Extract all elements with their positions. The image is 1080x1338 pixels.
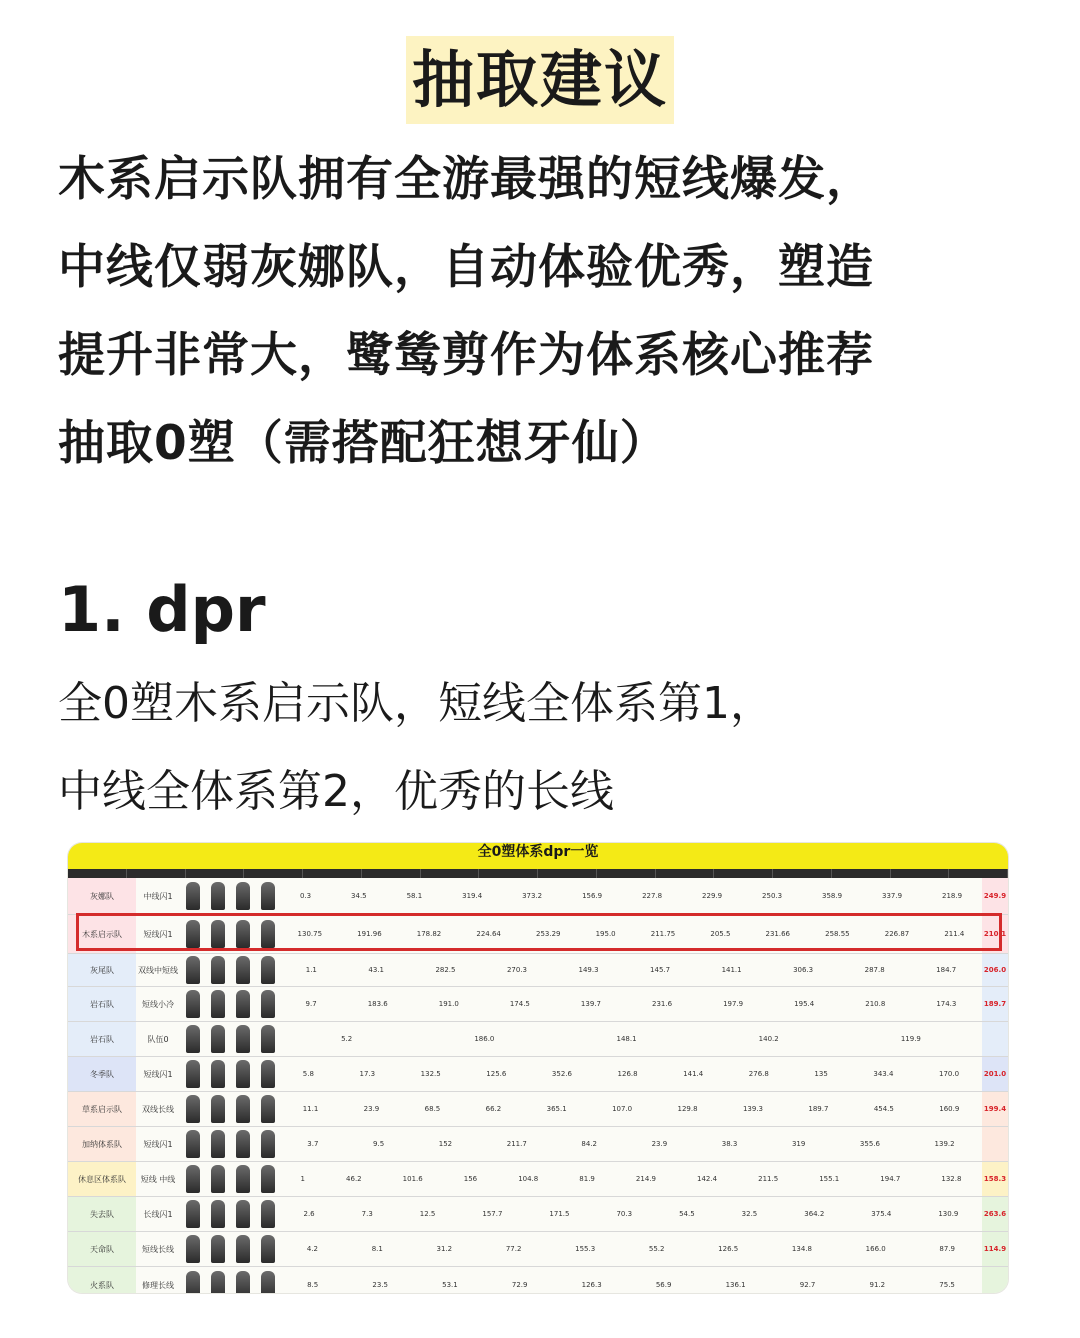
dpr-value: 194.7 [880, 1175, 901, 1183]
dpr-values [280, 1197, 982, 1231]
character-figure [211, 1165, 225, 1193]
dpr-value: 104.8 [518, 1175, 539, 1183]
team-position: 短线闪1 [143, 929, 173, 939]
team-position: 长线闪1 [143, 1209, 173, 1219]
team-position: 双线中短线 [138, 965, 178, 975]
dpr-value: 107.0 [612, 1105, 633, 1113]
character-figure [261, 1165, 275, 1193]
dpr-value: 132.5 [420, 1070, 441, 1078]
character-figure [236, 1095, 250, 1123]
character-portraits [180, 954, 280, 986]
dpr-value: 55.2 [648, 1245, 665, 1253]
character-figure [211, 1235, 225, 1263]
intro-paragraph [58, 136, 1048, 488]
table-row [68, 987, 1008, 1022]
character-figure [236, 1060, 250, 1088]
dpr-value: 148.1 [616, 1035, 637, 1043]
dpr-table-image [68, 843, 1008, 1293]
dpr-value: 3.7 [307, 1140, 319, 1148]
dpr-value: 157.7 [482, 1210, 503, 1218]
total-value: 189.7 [982, 987, 1008, 1021]
dpr-value: 227.8 [642, 892, 663, 900]
character-portraits [180, 1057, 280, 1091]
dpr-value: 306.3 [793, 966, 814, 974]
team-name: 休息区体系队 [68, 1162, 136, 1196]
dpr-value: 125.6 [486, 1070, 507, 1078]
dpr-value: 9.5 [373, 1140, 385, 1148]
dpr-value: 276.8 [748, 1070, 769, 1078]
dpr-value: 186.0 [474, 1035, 495, 1043]
dpr-value: 218.9 [941, 892, 963, 900]
character-figure [211, 1095, 225, 1123]
team-position: 双线长线 [142, 1104, 174, 1114]
dpr-value: 145.7 [650, 966, 671, 974]
character-portraits [180, 1127, 280, 1161]
character-figure [236, 990, 250, 1018]
team-position: 短线长线 [142, 1244, 174, 1254]
dpr-value: 139.3 [742, 1105, 763, 1113]
team-position: 短线 中线 [140, 1174, 176, 1184]
page-title: 抽取建议 [406, 36, 674, 124]
team-position: 短线闪1 [143, 1139, 173, 1149]
dpr-value: 355.6 [859, 1140, 880, 1148]
total-value: 114.9 [982, 1232, 1008, 1266]
character-portraits [180, 1022, 280, 1056]
dpr-value: 454.5 [873, 1105, 894, 1113]
dpr-value: 77.2 [505, 1245, 522, 1253]
dpr-value: 5.8 [302, 1070, 314, 1078]
dpr-value: 205.5 [710, 930, 731, 938]
dpr-value: 2.6 [303, 1210, 315, 1218]
character-figure [261, 990, 275, 1018]
dpr-value: 287.8 [864, 966, 885, 974]
character-figure [186, 1130, 200, 1158]
dpr-value: 337.9 [882, 892, 903, 900]
dpr-value: 7.3 [361, 1210, 373, 1218]
total-value: 158.3 [982, 1162, 1008, 1196]
team-name: 岩石队 [68, 1022, 136, 1056]
dpr-value: 156 [463, 1175, 478, 1183]
intro-line: 提升非常大，鹭鸶剪作为体系核心推荐 [58, 328, 874, 383]
dpr-values [280, 987, 982, 1021]
dpr-values [280, 1092, 982, 1126]
dpr-value: 58.1 [406, 892, 423, 900]
character-figure [186, 1025, 200, 1053]
dpr-value: 197.9 [723, 1000, 744, 1008]
character-figure [186, 1200, 200, 1228]
dpr-value: 142.4 [697, 1175, 718, 1183]
dpr-value: 134.8 [791, 1245, 812, 1253]
dpr-value: 224.64 [476, 930, 501, 938]
dpr-value: 155.1 [819, 1175, 840, 1183]
table-row [68, 1232, 1008, 1267]
team-position: 短线小冷 [142, 999, 174, 1009]
character-figure [261, 1025, 275, 1053]
section-line: 中线全体系第2，优秀的长线 [58, 766, 614, 817]
dpr-values [280, 1232, 982, 1266]
character-portraits [180, 1197, 280, 1231]
character-figure [236, 956, 250, 984]
dpr-values [280, 954, 982, 986]
section-title: 1. dpr [58, 573, 266, 646]
dpr-value: 365.1 [546, 1105, 567, 1113]
section-text [58, 660, 774, 836]
team-name: 失去队 [68, 1197, 136, 1231]
dpr-value: 126.5 [718, 1245, 739, 1253]
dpr-value: 139.2 [934, 1140, 955, 1148]
character-figure [261, 1271, 275, 1293]
dpr-value: 12.5 [419, 1210, 436, 1218]
character-figure [186, 956, 200, 984]
character-figure [211, 990, 225, 1018]
dpr-value: 171.5 [549, 1210, 570, 1218]
character-portraits [180, 1092, 280, 1126]
character-figure [186, 990, 200, 1018]
dpr-value: 195.4 [794, 1000, 815, 1008]
team-name: 加纳体系队 [68, 1127, 136, 1161]
dpr-value: 211.75 [650, 930, 676, 938]
dpr-value: 373.2 [522, 892, 543, 900]
total-value: 201.0 [982, 1057, 1008, 1091]
team-position: 队伍0 [147, 1034, 169, 1044]
dpr-value: 34.5 [351, 892, 367, 900]
character-figure [186, 1235, 200, 1263]
table-row [68, 1092, 1008, 1127]
dpr-values [280, 1127, 982, 1161]
dpr-value: 8.1 [371, 1245, 383, 1253]
dpr-value: 101.6 [402, 1175, 423, 1183]
dpr-value: 17.3 [359, 1070, 376, 1078]
total-value: 263.6 [982, 1197, 1008, 1231]
dpr-value: 191.0 [438, 1000, 459, 1008]
dpr-value: 226.87 [884, 930, 910, 938]
dpr-value: 170.0 [939, 1070, 960, 1078]
dpr-values [280, 1022, 982, 1056]
character-portraits [180, 878, 280, 914]
dpr-value: 23.9 [651, 1140, 668, 1148]
character-figure [186, 1060, 200, 1088]
team-name: 火系队 [68, 1267, 136, 1293]
character-figure [236, 1200, 250, 1228]
dpr-value: 174.5 [509, 1000, 530, 1008]
character-figure [261, 882, 275, 910]
dpr-value: 364.2 [804, 1210, 825, 1218]
dpr-value: 54.5 [679, 1210, 695, 1218]
dpr-value: 132.8 [941, 1175, 962, 1183]
dpr-value: 375.4 [871, 1210, 892, 1218]
team-position: 修理长线 [142, 1280, 174, 1290]
dpr-value: 0.3 [299, 892, 312, 900]
dpr-values [280, 1162, 982, 1196]
dpr-value: 68.5 [424, 1105, 441, 1113]
dpr-value: 4.2 [306, 1245, 318, 1253]
dpr-value: 319 [791, 1140, 806, 1148]
total-value [982, 1127, 1008, 1161]
dpr-value: 70.3 [616, 1210, 633, 1218]
character-figure [236, 1165, 250, 1193]
table-row [68, 954, 1008, 987]
character-figure [211, 882, 225, 910]
dpr-value: 343.4 [873, 1070, 894, 1078]
dpr-value: 155.3 [575, 1245, 596, 1253]
character-figure [186, 1271, 200, 1293]
character-figure [186, 1165, 200, 1193]
dpr-value: 23.5 [372, 1281, 388, 1289]
dpr-value: 136.1 [725, 1281, 746, 1289]
table-row [68, 1057, 1008, 1092]
table-column-header [68, 869, 1008, 878]
dpr-value: 178.82 [416, 930, 442, 938]
dpr-value: 214.9 [635, 1175, 656, 1183]
dpr-value: 149.3 [578, 966, 599, 974]
team-name: 岩石队 [68, 987, 136, 1021]
total-value [982, 1267, 1008, 1293]
dpr-values [280, 1267, 982, 1293]
dpr-value: 189.7 [808, 1105, 829, 1113]
dpr-value: 358.9 [822, 892, 843, 900]
dpr-value: 174.3 [936, 1000, 957, 1008]
character-figure [186, 1095, 200, 1123]
character-figure [261, 1235, 275, 1263]
character-figure [261, 1060, 275, 1088]
character-figure [211, 1060, 225, 1088]
table-row [68, 1022, 1008, 1057]
dpr-value: 166.0 [865, 1245, 886, 1253]
table-title-text: 全0塑体系dpr一览 [477, 844, 599, 860]
character-portraits [180, 987, 280, 1021]
dpr-value: 46.2 [346, 1175, 362, 1183]
dpr-value: 130.9 [938, 1210, 959, 1218]
character-figure [186, 882, 200, 910]
dpr-value: 210.8 [865, 1000, 886, 1008]
dpr-values [280, 878, 982, 914]
table-row [68, 878, 1008, 915]
dpr-value: 282.5 [435, 966, 456, 974]
dpr-value: 11.1 [302, 1105, 319, 1113]
dpr-value: 126.3 [581, 1281, 602, 1289]
character-figure [261, 1130, 275, 1158]
dpr-value: 9.7 [305, 1000, 317, 1008]
dpr-value: 229.9 [702, 892, 723, 900]
dpr-value: 72.9 [511, 1281, 528, 1289]
total-value [982, 1022, 1008, 1056]
character-figure [236, 1025, 250, 1053]
dpr-value: 53.1 [442, 1281, 458, 1289]
dpr-value: 184.7 [936, 966, 957, 974]
dpr-value: 8.5 [307, 1281, 319, 1289]
character-portraits [180, 1267, 280, 1293]
intro-line: 中线仅弱灰娜队，自动体验优秀，塑造 [58, 240, 874, 295]
dpr-value: 141.1 [721, 966, 742, 974]
dpr-value: 31.2 [436, 1245, 453, 1253]
dpr-value: 87.9 [939, 1245, 956, 1253]
section-line: 全0塑木系启示队，短线全体系第1， [58, 678, 774, 729]
character-figure [261, 1200, 275, 1228]
dpr-value: 66.2 [485, 1105, 502, 1113]
total-value: 249.9 [982, 878, 1008, 914]
dpr-value: 211.5 [758, 1175, 779, 1183]
dpr-value: 92.7 [799, 1281, 816, 1289]
intro-line: 木系启示队拥有全游最强的短线爆发， [58, 152, 874, 207]
total-value: 210.1 [982, 915, 1008, 953]
table-row [68, 1197, 1008, 1232]
character-figure [211, 1200, 225, 1228]
dpr-value: 231.66 [765, 930, 791, 938]
character-figure [211, 1025, 225, 1053]
character-figure [261, 956, 275, 984]
dpr-value: 32.5 [741, 1210, 758, 1218]
dpr-value: 5.2 [341, 1035, 353, 1043]
dpr-value: 81.9 [579, 1175, 595, 1183]
character-figure [236, 1235, 250, 1263]
table-row [68, 1162, 1008, 1197]
dpr-value: 211.7 [506, 1140, 527, 1148]
highlight-box [76, 913, 1002, 951]
dpr-value: 84.2 [581, 1140, 597, 1148]
intro-line: 抽取0塑（需搭配狂想牙仙） [58, 416, 668, 471]
dpr-value: 141.4 [683, 1070, 704, 1078]
team-name: 天命队 [68, 1232, 136, 1266]
dpr-value: 140.2 [758, 1035, 779, 1043]
dpr-value: 75.5 [939, 1281, 955, 1289]
dpr-value: 319.4 [462, 892, 483, 900]
dpr-value: 129.8 [677, 1105, 698, 1113]
dpr-value: 195.0 [595, 930, 616, 938]
team-name: 灰娜队 [68, 878, 136, 914]
dpr-value: 191.96 [357, 930, 382, 938]
dpr-value: 91.2 [869, 1281, 886, 1289]
dpr-value: 139.7 [580, 1000, 601, 1008]
dpr-value: 130.75 [297, 930, 323, 938]
dpr-value: 160.9 [939, 1105, 960, 1113]
dpr-value: 38.3 [721, 1140, 738, 1148]
team-name: 灰尾队 [68, 954, 136, 986]
dpr-value: 352.6 [551, 1070, 572, 1078]
team-position: 短线闪1 [143, 1069, 173, 1079]
character-figure [261, 1095, 275, 1123]
dpr-value: 156.9 [582, 892, 603, 900]
dpr-value: 1 [300, 1175, 305, 1183]
dpr-values [280, 1057, 982, 1091]
dpr-value: 1.1 [305, 966, 317, 974]
dpr-value: 253.29 [535, 930, 561, 938]
dpr-value: 211.4 [944, 930, 965, 938]
dpr-value: 258.55 [825, 930, 850, 938]
dpr-value: 126.8 [617, 1070, 638, 1078]
character-figure [236, 1271, 250, 1293]
total-value: 206.0 [982, 954, 1008, 986]
dpr-value: 270.3 [506, 966, 528, 974]
table-row [68, 1267, 1008, 1293]
character-figure [236, 882, 250, 910]
title-block [0, 36, 1080, 124]
dpr-value: 135 [814, 1070, 828, 1078]
character-figure [211, 1130, 225, 1158]
team-name: 草系启示队 [68, 1092, 136, 1126]
character-figure [211, 956, 225, 984]
character-figure [211, 1271, 225, 1293]
team-position: 中线闪1 [143, 891, 173, 901]
character-portraits [180, 1232, 280, 1266]
dpr-value: 183.6 [367, 1000, 388, 1008]
team-name: 木系启示队 [68, 915, 136, 953]
team-name: 冬季队 [68, 1057, 136, 1091]
table-title [68, 843, 1008, 869]
dpr-value: 56.9 [655, 1281, 672, 1289]
dpr-value: 119.9 [900, 1035, 921, 1043]
dpr-value: 250.3 [762, 892, 783, 900]
dpr-value: 231.6 [652, 1000, 673, 1008]
dpr-value: 152 [438, 1140, 453, 1148]
total-value: 199.4 [982, 1092, 1008, 1126]
dpr-value: 43.1 [368, 966, 384, 974]
character-figure [236, 1130, 250, 1158]
character-portraits [180, 1162, 280, 1196]
dpr-value: 23.9 [363, 1105, 380, 1113]
table-row [68, 1127, 1008, 1162]
